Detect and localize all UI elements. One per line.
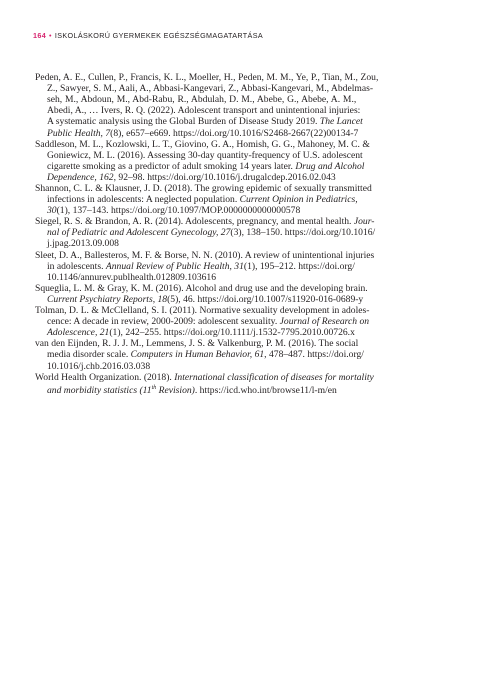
- reference-entry-van-den-eijnden: [35, 338, 447, 371]
- reference-line: cigarette smoking as a predictor of adult smoking 14 years later. Drug and Alcohol: [47, 160, 365, 172]
- reference-line: Goniewicz, M. L. (2016). Assessing 30-day quantity-frequency of U.S. adolescent: [47, 149, 363, 161]
- reference-line: World Health Organization. (2018). International classification of diseases for mortality: [35, 371, 374, 383]
- reference-line: 30(1), 137–143. https://doi.org/10.1097/MOP.0000000000000578: [47, 205, 301, 217]
- reference-line: Shannon, C. L. & Klausner, J. D. (2018). The growing epidemic of sexually transmitted: [35, 182, 372, 194]
- reference-line: Siegel, R. S. & Brandon, A. R. (2014). Adolescents, pregnancy, and mental health. Jour-: [35, 216, 375, 228]
- reference-entry-sleet: [35, 250, 447, 283]
- reference-line: j.jpag.2013.09.008: [47, 238, 119, 250]
- reference-line: Sleet, D. A., Ballesteros, M. F. & Borse, N. N. (2010). A review of unintentional injuries: [35, 249, 375, 261]
- running-header: [33, 31, 263, 40]
- reference-entry-peden: [35, 72, 447, 139]
- reference-line: Current Psychiatry Reports, 18(5), 46. https://doi.org/10.1007/s11920-016-0689-y: [47, 293, 364, 305]
- reference-line: Public Health, 7(8), e657–e669. https://doi.org/10.1016/S2468-2667(22)00134-7: [47, 127, 359, 139]
- reference-line: seh, M., Abdoun, M., Abd-Rabu, R., Abdulah, D. M., Abebe, G., Abebe, A. M.,: [47, 94, 357, 106]
- reference-line: infections in adolescents: A neglected population. Current Opinion in Pediatrics,: [47, 194, 358, 206]
- reference-line: Squeglia, L. M. & Gray, K. M. (2016). Alcohol and drug use and the developing brain.: [35, 282, 368, 294]
- reference-entry-squeglia: [35, 283, 447, 305]
- reference-line: Saddleson, M. L., Kozlowski, L. T., Giovino, G. A., Homish, G. G., Mahoney, M. C. &: [35, 138, 370, 150]
- reference-line: Z., Sawyer, S. M., Aali, A., Abbasi-Kangevari, Z., Abbasi-Kangevari, M., Abdelmas-: [47, 83, 374, 95]
- reference-entry-siegel: [35, 216, 447, 249]
- reference-line: Abedi, A., … Ivers, R. Q. (2022). Adolescent transport and unintentional injuries:: [47, 105, 361, 117]
- running-title: ISKOLÁSKORÚ GYERMEKEK EGÉSZSÉGMAGATARTÁSA: [54, 31, 263, 40]
- reference-line: Adolescence, 21(1), 242–255. https://doi.org/10.1111/j.1532-7795.2010.00726.x: [47, 327, 355, 339]
- reference-line: nal of Pediatric and Adolescent Gynecology, 27(3), 138–150. https://doi.org/10.1016/: [47, 227, 376, 239]
- reference-line: media disorder scale. Computers in Human Behavior, 61, 478–487. https://doi.org/: [47, 349, 364, 361]
- page-number: 164: [33, 31, 47, 40]
- reference-entry-saddleson: [35, 139, 447, 183]
- header-separator: •: [49, 31, 52, 40]
- reference-line: 10.1016/j.chb.2016.03.038: [47, 360, 151, 372]
- reference-entry-who: [35, 372, 447, 394]
- reference-line: in adolescents. Annual Review of Public Health, 31(1), 195–212. https://doi.org/: [47, 260, 355, 272]
- reference-line: 10.1146/annurev.publhealth.012809.103616: [47, 271, 217, 283]
- reference-line: Peden, A. E., Cullen, P., Francis, K. L., Moeller, H., Peden, M. M., Ye, P., Tian, M., Zou,: [35, 72, 379, 83]
- reference-line: and morbidity statistics (11th Revision). https://icd.who.int/browse11/l-m/en: [47, 384, 337, 396]
- reference-list: [35, 72, 447, 394]
- reference-line: cence: A decade in review, 2000-2009: adolescent sexuality. Journal of Research on: [47, 316, 370, 328]
- reference-line: A systematic analysis using the Global Burden of Disease Study 2019. The Lancet: [47, 116, 363, 128]
- reference-line: Tolman, D. L. & McClelland, S. I. (2011). Normative sexuality development in adoles-: [35, 305, 370, 317]
- reference-entry-shannon: [35, 183, 447, 216]
- reference-entry-tolman: [35, 305, 447, 338]
- reference-line: van den Eijnden, R. J. J. M., Lemmens, J. S. & Valkenburg, P. M. (2016). The social: [35, 338, 359, 350]
- reference-line: Dependence, 162, 92–98. https://doi.org/10.1016/j.drugalcdep.2016.02.043: [47, 171, 336, 183]
